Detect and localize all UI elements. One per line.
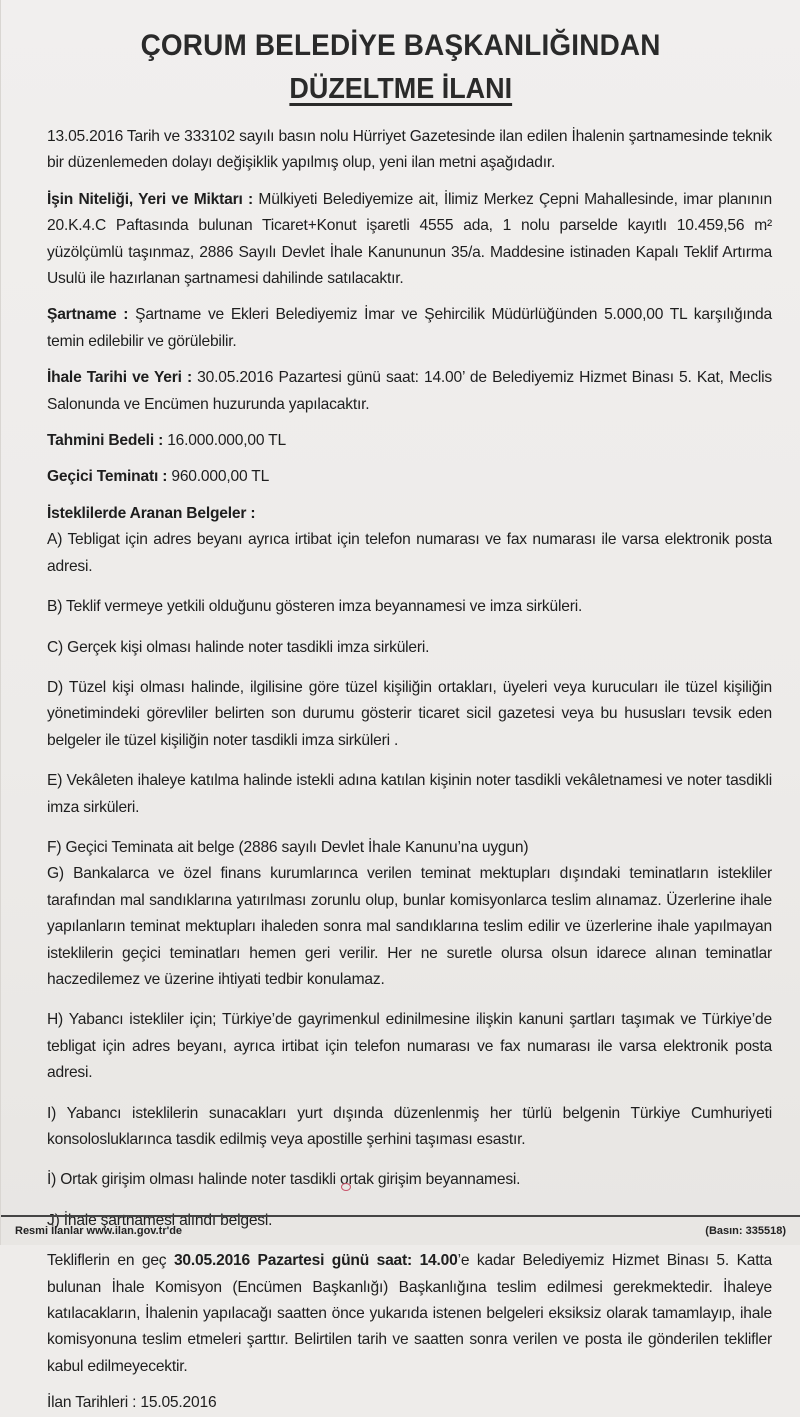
- doc-item-e: E) Vekâleten ihaleye katılma halinde istekli adına katılan kişinin noter tasdikli vekâletnamesi ve noter tasdikli imza sirküleri.: [47, 772, 772, 816]
- guarantee-value: 960.000,00 TL: [167, 468, 270, 486]
- estimate-line: [47, 428, 772, 454]
- doc-item-g: G) Bankalarca ve özel finans kurumlarınca verilen teminat mektupları dışındaki teminatların istekliler tarafından mal sandıklarına yatırılması zorunlu olup, bunlar komisyonlarca teslim alınamaz. Üzerlerine ihale yapılanların teminat mektupları ihaleden sonra mal sandıklarına teslim edilir ve üzerlerine ihale yapılmayan isteklilerin geçici teminatları hemen geri verilir. Her ne suretle olursa olsun idarece alınan teminatlar haczedilemez ve üzerine ihtiyati tedbir konulamaz.: [47, 865, 772, 988]
- footer-press-number: (Basın: 335518): [705, 1225, 786, 1237]
- closing-paragraph: [47, 1248, 772, 1380]
- publication-dates: İlan Tarihleri : 15.05.2016: [47, 1394, 217, 1412]
- docs-label: İsteklilerde Aranan Belgeler :: [47, 504, 256, 522]
- doc-item-b: B) Teklif vermeye yetkili olduğunu gösteren imza beyannamesi ve imza sirküleri.: [47, 598, 583, 616]
- nature-paragraph: [47, 187, 772, 293]
- spec-label: Şartname :: [47, 306, 129, 324]
- docs-heading: [47, 501, 772, 527]
- doc-item-i-dotted: İ) Ortak girişim olması halinde noter tasdikli ortak girişim beyannamesi.: [47, 1171, 521, 1189]
- estimate-label: Tahmini Bedeli :: [47, 432, 164, 450]
- doc-item-i: I) Yabancı isteklilerin sunacakları yurt dışında düzenlenmiş her türlü belgenin Türkiye Cumhuriyeti konsolosluklarınca tasdik edilmiş veya apostille şerhini taşıması esastır.: [47, 1104, 772, 1148]
- notice-header: [1, 0, 800, 107]
- guarantee-label: Geçici Teminatı :: [47, 468, 168, 486]
- doc-item-f: F) Geçici Teminata ait belge (2886 sayılı Devlet İhale Kanunu’na uygun): [47, 838, 529, 856]
- tender-label: İhale Tarihi ve Yeri :: [47, 369, 192, 387]
- spec-paragraph: [47, 302, 772, 355]
- guarantee-line: [47, 464, 772, 490]
- closing-pre: Tekliflerin en geç: [47, 1252, 174, 1270]
- doc-item-c: C) Gerçek kişi olması halinde noter tasdikli imza sirküleri.: [47, 638, 430, 656]
- footer-website: Resmi İlanlar www.ilan.gov.tr'de: [15, 1225, 183, 1237]
- estimate-value: 16.000.000,00 TL: [163, 432, 286, 450]
- doc-item-d: D) Tüzel kişi olması halinde, ilgilisine göre tüzel kişiliğin ortakları, üyeleri veya kurucuları ile tüzel kişiliğin yönetimindeki görevliler belirten son durumu gösterir ticaret sicil gazetesi veya bu hususları tevsik eden belgeler ile tüzel kişiliğin noter tasdikli imza sirküleri .: [47, 678, 772, 749]
- spec-text: Şartname ve Ekleri Belediyemiz İmar ve Şehircilik Müdürlüğünden 5.000,00 TL karşılığında temin edilebilir ve görülebilir.: [47, 306, 772, 350]
- doc-item-a: A) Tebligat için adres beyanı ayrıca irtibat için telefon numarası ve fax numarası ile varsa elektronik posta adresi.: [47, 531, 772, 575]
- notice-subtitle: DÜZELTME İLANI: [289, 73, 512, 105]
- doc-item-h: H) Yabancı istekliler için; Türkiye’de gayrimenkul edinilmesine ilişkin kanuni şartları taşımak ve Türkiye’de tebligat için adres beyanı, ayrıca irtibat için telefon numarası ve fax numarası ile varsa elektronik posta adresi.: [47, 1011, 772, 1082]
- tender-paragraph: [47, 365, 772, 418]
- nature-label: İşin Niteliği, Yeri ve Miktarı :: [47, 190, 254, 208]
- notice-footer: [1, 1215, 800, 1245]
- intro-paragraph: 13.05.2016 Tarih ve 333102 sayılı basın nolu Hürriyet Gazetesinde ilan edilen İhalenin şartnamesinde teknik bir düzenlemeden dolayı değişiklik yapılmış olup, yeni ilan metni aşağıdadır.: [47, 128, 772, 172]
- doc-item-j: J) İhale şartnamesi alındı belgesi.: [47, 1211, 273, 1229]
- tender-text: 30.05.2016 Pazartesi günü saat: 14.00’ de Belediyemiz Hizmet Binası 5. Kat, Meclis Salonunda ve Encümen huzurunda yapılacaktır.: [47, 369, 772, 413]
- ink-mark: [341, 1183, 351, 1191]
- closing-deadline: 30.05.2016 Pazartesi günü saat: 14.00: [173, 1252, 458, 1270]
- nature-text: Mülkiyeti Belediyemize ait, İlimiz Merkez Çepni Mahallesinde, imar planının 20.K.4.C Paftasında bulunan Ticaret+Konut işaretli 4555 ada, 1 nolu parselde kayıtlı 10.459,56 m² yüzölçümlü taşınmaz, 2886 Sayılı Devlet İhale Kanununun 35/a. Maddesine istinaden Kapalı Teklif Artırma Usulü ile hazırlanan şartnamesi dahilinde satılacaktır.: [47, 190, 772, 288]
- closing-post: ’e kadar Belediyemiz Hizmet Binası 5. Katta bulunan İhale Komisyon (Encümen Başkanlığı) Başkanlığına teslim edilmesi gerekmektedir. İhaleye katılacakların, İhalenin yapılacağı saatten önce yukarıda istenen belgeleri eksiksiz olarak tamamlayıp, ihale komisyonuna teslim etmeleri şarttır. Belirtilen tarih ve saatten sonra verilen ve posta ile gönderilen teklifler kabul edilmeyecektir.: [47, 1252, 772, 1375]
- notice-title: ÇORUM BELEDİYE BAŞKANLIĞINDAN: [140, 29, 661, 62]
